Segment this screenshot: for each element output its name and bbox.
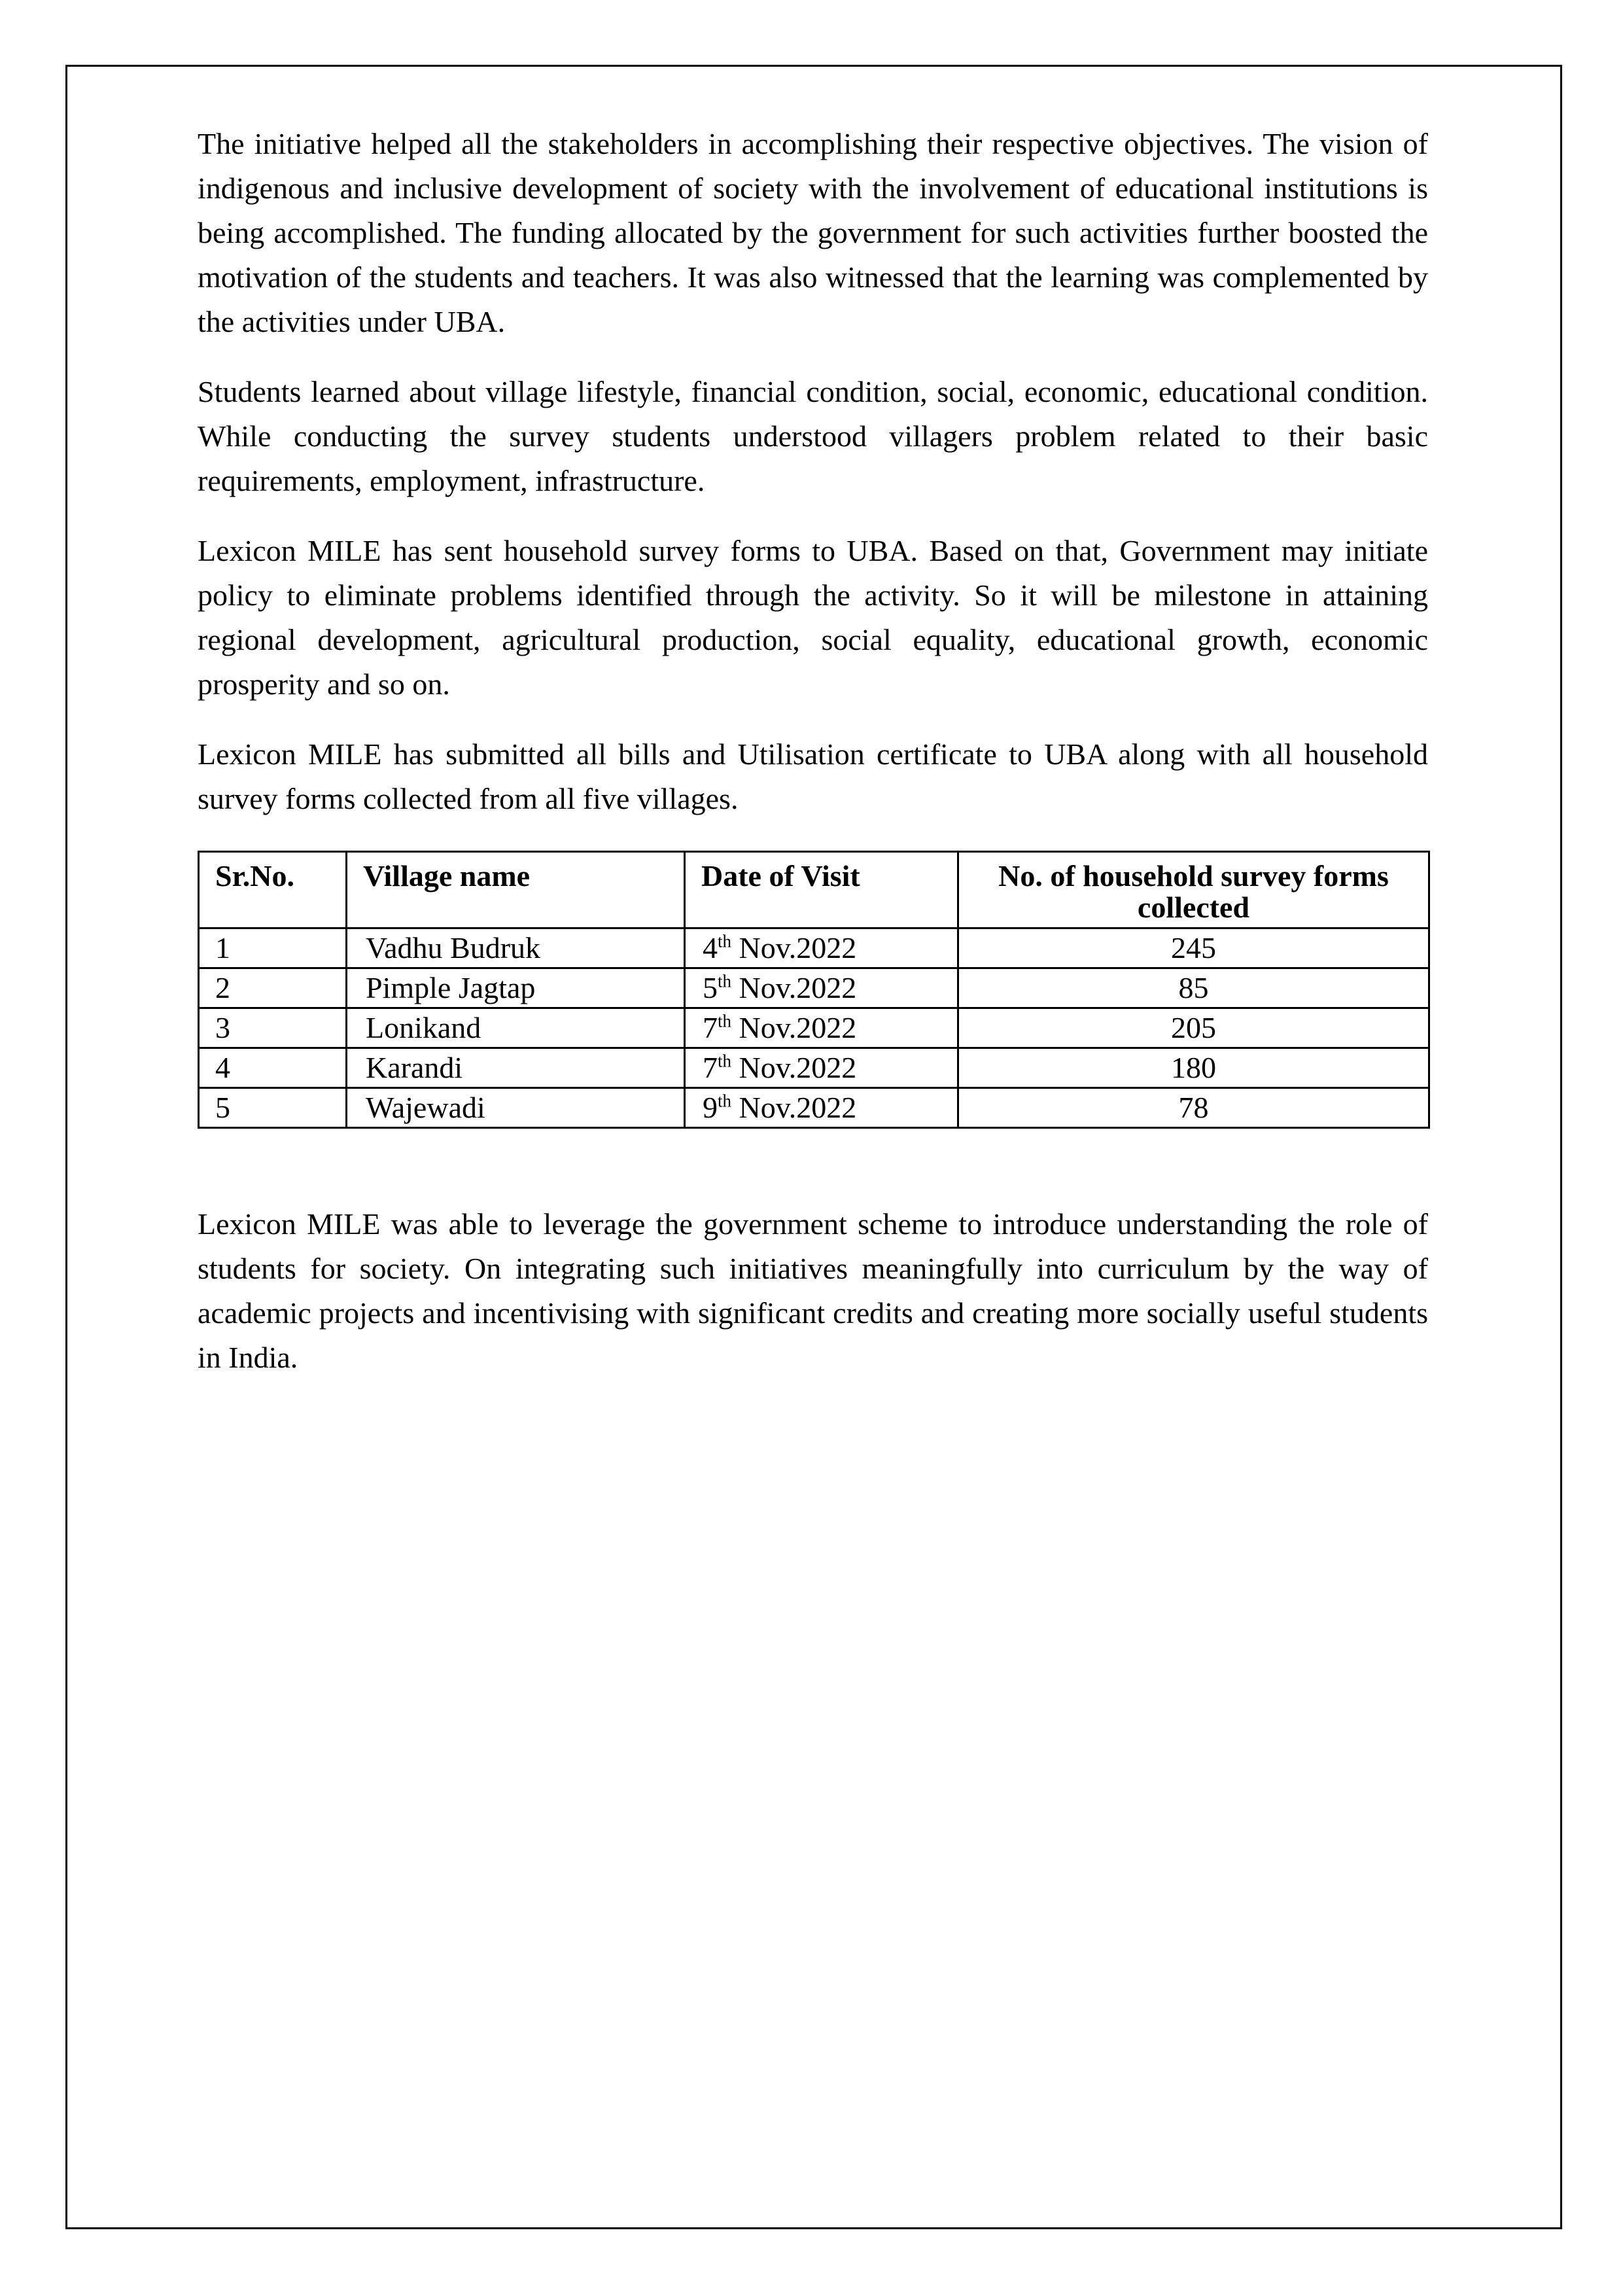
date-ordinal: th [718, 1091, 732, 1111]
date-month-year: Nov.2022 [731, 1011, 857, 1044]
date-day: 5 [703, 971, 718, 1004]
cell-village: Vadhu Budruk [347, 928, 685, 968]
paragraph-initiative: The initiative helped all the stakeholders in accomplishing their respective objectives. The vision of indigenous and inclusive development of society with the involvement of educational institutions is being accomplished. The funding allocated by the government for such activities further boosted the motivation of the students and teachers. It was also witnessed that the learning was complemented by the activities under UBA. [198, 127, 1428, 338]
date-ordinal: th [718, 931, 732, 951]
cell-village: Karandi [347, 1048, 685, 1088]
document-content [198, 122, 1428, 1405]
paragraph-survey-forms: Lexicon MILE has sent household survey forms to UBA. Based on that, Government may initiate policy to eliminate problems identified through the activity. So it will be milestone in attaining regional development, agricultural production, social equality, educational growth, economic prosperity and so on. [198, 534, 1428, 701]
cell-srno: 4 [199, 1048, 347, 1088]
cell-date [685, 1008, 958, 1048]
cell-date [685, 1088, 958, 1128]
cell-forms: 85 [958, 968, 1429, 1008]
paragraph-students-learned: Students learned about village lifestyle, financial condition, social, economic, educational condition. While conducting the survey students understood villagers problem related to their basic requirements, employment, infrastructure. [198, 375, 1428, 497]
paragraph-bills-utilisation: Lexicon MILE has submitted all bills and Utilisation certificate to UBA along with all household survey forms collected from all five villages. [198, 737, 1428, 815]
date-day: 9 [703, 1091, 718, 1124]
cell-forms: 205 [958, 1008, 1429, 1048]
table-row [199, 928, 1429, 968]
table-header-date: Date of Visit [685, 852, 958, 928]
table-row [199, 968, 1429, 1008]
cell-village: Lonikand [347, 1008, 685, 1048]
date-month-year: Nov.2022 [731, 931, 857, 964]
table-row [199, 1008, 1429, 1048]
date-month-year: Nov.2022 [731, 1051, 857, 1084]
cell-srno: 2 [199, 968, 347, 1008]
cell-date [685, 968, 958, 1008]
table-header-forms: No. of household survey forms collected [958, 852, 1429, 928]
date-ordinal: th [718, 1051, 732, 1071]
date-day: 7 [703, 1011, 718, 1044]
cell-date [685, 1048, 958, 1088]
date-ordinal: th [718, 971, 732, 991]
household-survey-table [198, 851, 1430, 1129]
table-header-srno: Sr.No. [199, 852, 347, 928]
cell-srno: 1 [199, 928, 347, 968]
cell-forms: 245 [958, 928, 1429, 968]
paragraph-leverage-scheme: Lexicon MILE was able to leverage the government scheme to introduce understanding the role of students for society. On integrating such initiatives meaningfully into curriculum by the way of academic projects and incentivising with significant credits and creating more socially useful students in India. [198, 1207, 1428, 1374]
date-month-year: Nov.2022 [731, 971, 857, 1004]
table-header-row [199, 852, 1429, 928]
date-ordinal: th [718, 1011, 732, 1031]
cell-village: Pimple Jagtap [347, 968, 685, 1008]
cell-srno: 5 [199, 1088, 347, 1128]
cell-forms: 78 [958, 1088, 1429, 1128]
table-row [199, 1048, 1429, 1088]
cell-forms: 180 [958, 1048, 1429, 1088]
cell-date [685, 928, 958, 968]
date-month-year: Nov.2022 [731, 1091, 857, 1124]
date-day: 4 [703, 931, 718, 964]
cell-srno: 3 [199, 1008, 347, 1048]
table-header-village: Village name [347, 852, 685, 928]
date-day: 7 [703, 1051, 718, 1084]
table-row [199, 1088, 1429, 1128]
cell-village: Wajewadi [347, 1088, 685, 1128]
